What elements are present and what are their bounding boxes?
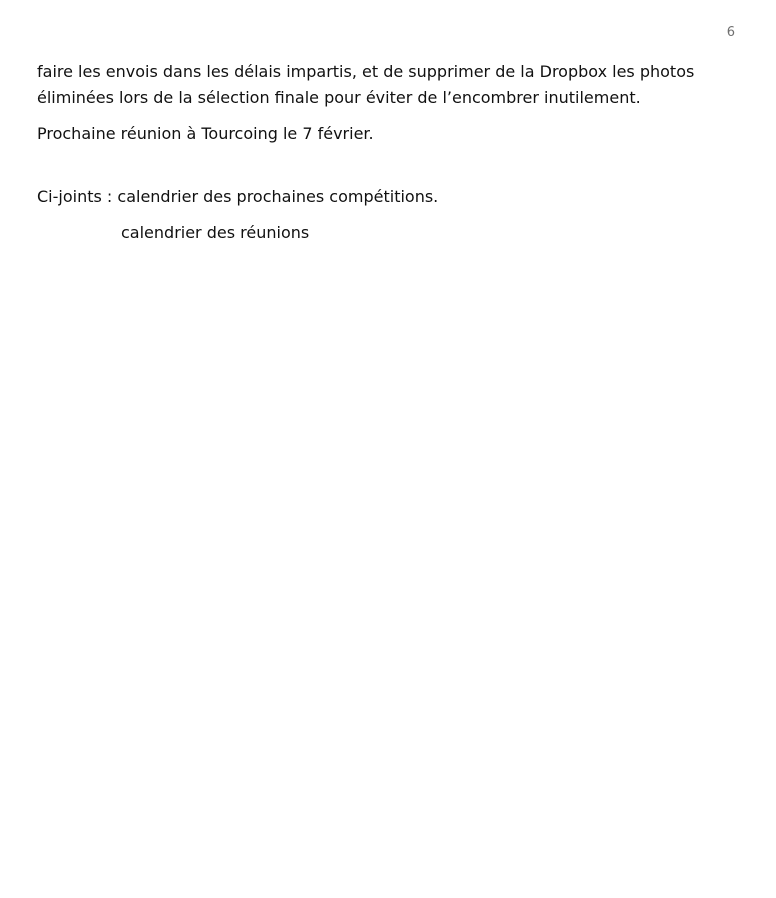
attachments-row [37,184,737,210]
blank-line [37,147,737,184]
document-body [37,59,737,246]
page-number: 6 [726,25,735,40]
attachment-item: calendrier des réunions [121,223,310,242]
attachment-item: calendrier des prochaines compétitions. [117,187,439,206]
attachments-label: Ci-joints : [37,187,113,206]
paragraph-next-meeting: Prochaine réunion à Tourcoing le 7 février. [37,124,374,143]
paragraph-line: éliminées lors de la sélection finale pour éviter de l’encombrer inutilement. [37,88,641,107]
paragraph-line: faire les envois dans les délais impartis, et de supprimer de la Dropbox les photos [37,62,695,81]
paragraph-dropbox-instructions [37,59,737,111]
